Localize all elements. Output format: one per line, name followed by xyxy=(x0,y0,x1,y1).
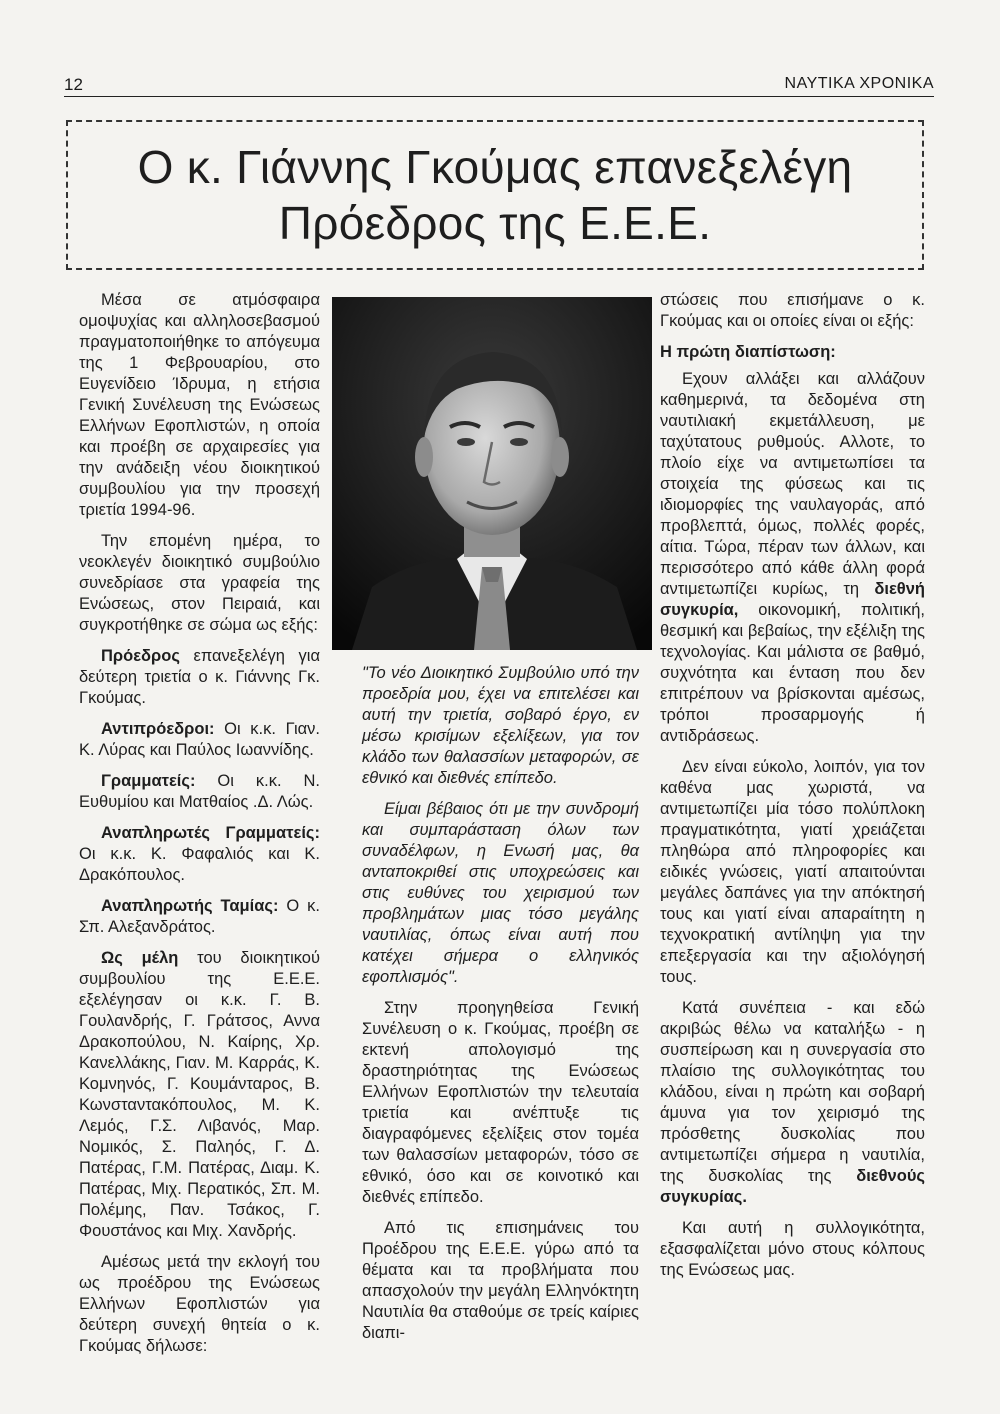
headline-line-1: Ο κ. Γιάννης Γκούμας επανεξελέγη xyxy=(137,141,853,193)
president-text: επανεξελέγη για δεύτερη τριετία ο κ. Γιάννης Γκ. Γκούμας. xyxy=(79,647,320,707)
paragraph: Και αυτή η συλλογικότητα, εξασφαλίζεται μόνο στους κόλπους της Ενώσεως μας. xyxy=(660,1219,925,1279)
paragraph: Από τις επισημάνεις του Προέδρου της Ε.Ε.Ε. γύρω από τα θέματα και τα προβλήματα που απασχολούν την μεγάλη Ελληνόκτητη Ναυτιλία θα σταθούμε σε τρείς καίριες διαπι- xyxy=(362,1219,639,1342)
alt-treasurer-text: Ο κ. Σπ. Αλεξανδράτος. xyxy=(79,897,320,936)
label-members: Ως μέλη xyxy=(101,949,179,967)
paragraph: Μέσα σε ατμόσφαιρα ομοψυχίας και αλληλοσεβασμού πραγματοποιήθηκε το απόγευμα της 1 Φεβρουαρίου, στο Ευγενίδειο Ίδρυμα, η ετήσια Γενική Συνέλευση της Ενώσεως Ελλήνων Εφοπλιστών, η οποία και προέβη σε αρχαιρεσίες για την ανάδειξη νέου διοικητικού συμβουλίου για την προσεχή τριετία 1994-96. xyxy=(79,291,320,519)
paragraph: Δεν είναι εύκολο, λοιπόν, για τον καθένα μας χωριστά, να αντιμετωπίζει μία τόσο πολύπλοκη πραγματικότητα, γιατί χρειάζεται πληθώρα από πληροφορίες και ειδικές γνώσεις, γιατί απαιτούνται μεγάλες δαπάνες για την απόκτησή τους και γιατί είναι απαραίτητη η τεχνοκρατική αντίληψη για την επεξεργασία και την αξιολόγησή τους. xyxy=(660,758,925,986)
quote-paragraph: Είμαι βέβαιος ότι με την συνδρομή και συμπαράσταση όλων των συναδέλφων, η Ενωσή μας, θα ανταποκριθεί στις υποχρεώσεις και στις ευθύνες του χειρισμού των προβλημάτων μιας τόσο μεγάλης ναυτιλίας, όπως είναι αυτή που κατέχει σήμερα ο ελληνικός εφοπλισμός". xyxy=(362,800,639,986)
paragraph xyxy=(79,646,320,709)
label-alt-treasurer: Αναπληρωτής Ταμίας: xyxy=(101,897,279,915)
quote-paragraph: "Το νέο Διοικητικό Συμβούλιο υπό την προεδρία μου, έχει να επιτελέσει και αυτή την τριετία, σοβαρό έργο, εν μέσω κρισίμων εξελίξεων, για τον κλάδο των θαλασσίων μεταφορών, σε εθνικό και διεθνές επίπεδο. xyxy=(362,664,639,787)
label-president: Πρόεδρος xyxy=(101,647,180,665)
portrait-photo xyxy=(332,297,652,650)
page-number: 12 xyxy=(64,75,83,94)
headline-box xyxy=(66,120,924,270)
paragraph: Την επομένη ημέρα, το νεοκλεγέν διοικητικό συμβούλιο συνεδρίασε στα γραφεία της Ενώσεως, στον Πειραιά, και συγκροτήθηκε σε σώμα ως εξής: xyxy=(79,532,320,634)
paragraph xyxy=(79,823,320,886)
paragraph: στώσεις που επισήμανε ο κ. Γκούμας και οι οποίες είναι οι εξής: xyxy=(660,291,925,330)
text-run: Εχουν αλλάξει και αλλάζουν καθημερινά, τα δεδομένα στη ναυτιλιακή εκμετάλλευση, με ταχύτατους ρυθμούς. Αλλοτε, το πλοίο είχε να αντιμετωπίσει τα στοιχεία της φύσεως και τις ιδιομορφίες της ναυλαγοράς, από προβλεπτά, όμως, πολλές φορές, αίτια. Τώρα, πέραν των άλλων, και περισσότερο από κάθε άλλη φορά αντιμετωπίζει κυρίως, τη xyxy=(660,370,925,598)
header-rule xyxy=(64,96,934,97)
bold-run: διεθνούς συγκυρίας. xyxy=(660,1167,925,1206)
column-middle xyxy=(362,663,639,1354)
publication-name: ΝΑΥΤΙΚΑ ΧΡΟΝΙΚΑ xyxy=(784,75,934,92)
paragraph xyxy=(660,369,925,747)
paragraph xyxy=(79,948,320,1242)
paragraph xyxy=(79,771,320,813)
secretaries-text: Οι κ.κ. Ν. Ευθυμίου και Ματθαίος .Δ. Λώς. xyxy=(79,772,320,811)
label-alt-secretaries: Αναπληρωτές Γραμματείς: xyxy=(101,824,320,842)
paragraph: Στην προηγηθείσα Γενική Συνέλευση ο κ. Γκούμας, προέβη σε εκτενή απολογισμό της δραστηριότητας της Ενώσεως Ελλήνων Εφοπλιστών την τελευταία τριετία και ανέπτυξε τις διαγραφόμενες εξελίξεις στον τομέα των θαλασσίων μεταφορών, τόσο σε εθνικό, όσο και σε κοινοτικό και διεθνές επίπεδο. xyxy=(362,999,639,1206)
column-right xyxy=(660,290,925,1291)
headline-line-2: Πρόεδρος της Ε.Ε.Ε. xyxy=(278,197,712,249)
bold-run: διεθνή συγκυρία, xyxy=(660,580,925,619)
paragraph xyxy=(79,719,320,761)
portrait-image xyxy=(332,297,652,650)
subheading: Η πρώτη διαπίστωση: xyxy=(660,343,836,361)
paragraph xyxy=(660,998,925,1208)
alt-secretaries-text: Οι κ.κ. Κ. Φαφαλιός και Κ. Δρακόπουλος. xyxy=(79,845,320,884)
text-run: οικονομική, πολιτική, θεσμική και βεβαίως, την εξέλιξη της τεχνολογίας. Και μάλιστα σε βαθμό, συχνότητα και ένταση που δεν επιτρέπουν να βρίσκονται αμέσως, τρόποι προσαρμογής ή αντιδράσεως. xyxy=(660,601,925,745)
label-secretaries: Γραμματείς: xyxy=(101,772,196,790)
vice-text: Οι κ.κ. Γιαν. Κ. Λύρας και Παύλος Ιωαννίδης. xyxy=(79,720,320,759)
text-run: Κατά συνέπεια - και εδώ ακριβώς θέλω να καταλήξω - η συσπείρωση και η συνεργασία στο πλαίσιο της συλλογικότητας του κλάδου, είναι η πρώτη και σοβαρή άμυνα για τον χειρισμό της πρόσθετης δυσκολίας που αντιμετωπίζει σήμερα η ναυτιλία, της δυσκολίας της xyxy=(660,999,925,1185)
column-left xyxy=(79,290,320,1367)
members-text: του διοικητικού συμβουλίου της Ε.Ε.Ε. εξελέγησαν οι κ.κ. Γ. Β. Γουλανδρής, Γ. Γράτσος, Αννα Δρακοπούλου, Ν. Καίρης, Χρ. Κανελλάκης, Γιαν. Μ. Καρράς, Κ. Κομνηνός, Γ. Κουμάνταρος, Β. Κωνσταντακόπουλος, Μ. Κ. Λεμός, Γ.Σ. Λιβανός, Μαρ. Νομικός, Σ. Παληός, Γ. Δ. Πατέρας, Γ.Μ. Πατέρας, Διαμ. Κ. Πατέρας, Μιχ. Περατικός, Σπ. Μ. Πολέμης, Παν. Τσάκος, Γ. Φουστάνος και Μιχ. Χανδρής. xyxy=(79,949,320,1240)
paragraph: Αμέσως μετά την εκλογή του ως προέδρου της Ενώσεως Ελλήνων Εφοπλιστών για δεύτερη συνεχή θητεία ο κ. Γκούμας δήλωσε: xyxy=(79,1253,320,1355)
label-vice: Αντιπρόεδροι: xyxy=(101,720,215,738)
paragraph xyxy=(79,896,320,938)
